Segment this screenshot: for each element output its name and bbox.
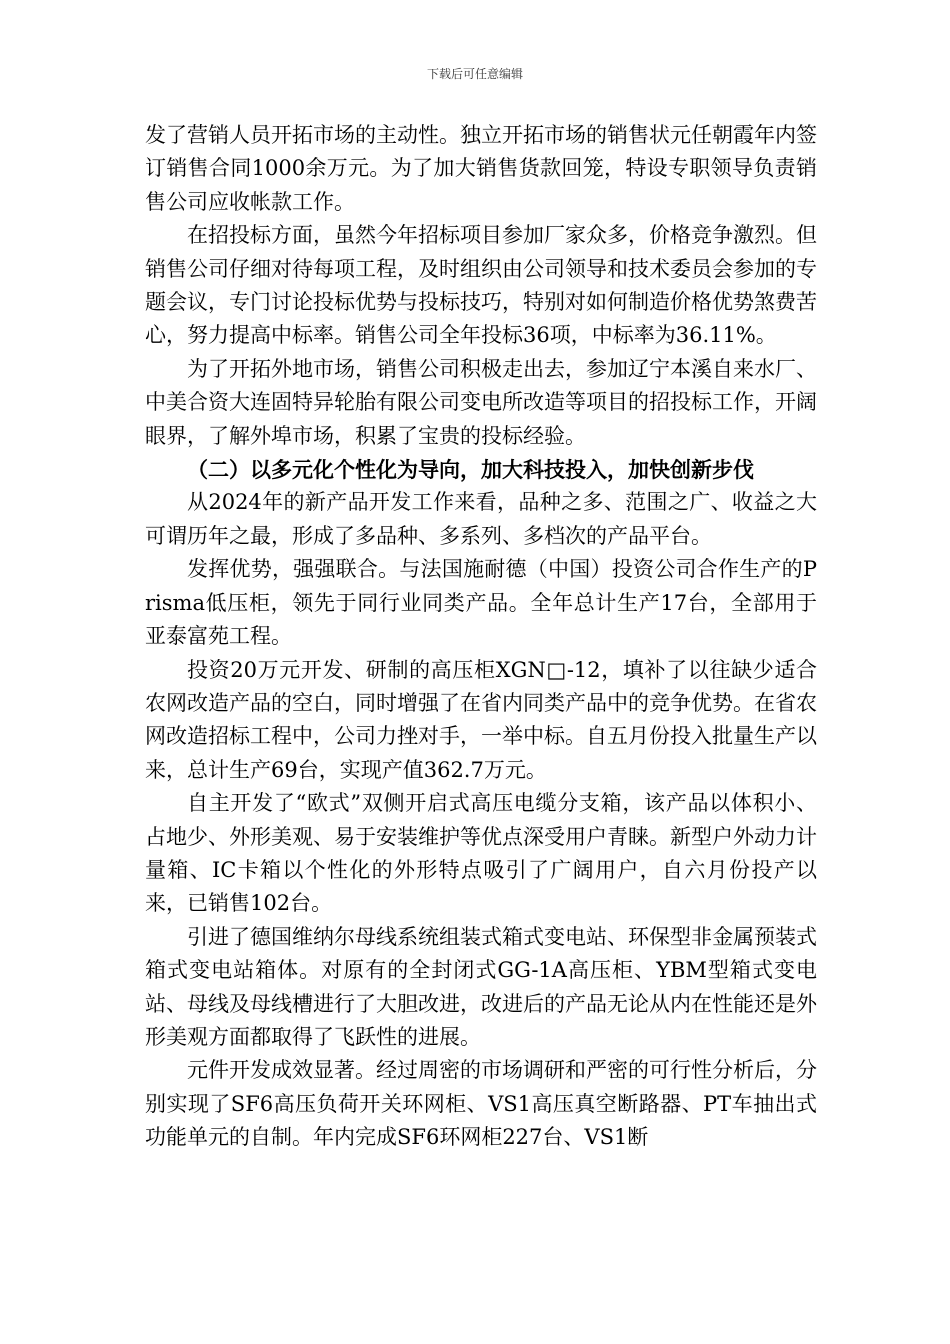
paragraph-cable-box: 自主开发了“欧式”双侧开启式高压电缆分支箱，该产品以体积小、占地少、外形美观、易于安装维护等优点深受用户青睐。新型户外动力计量箱、IC卡箱以个性化的外形特点吸引了广阔用户，自六月份投产以来，已销售102台。 <box>145 791 817 916</box>
document-body <box>145 119 817 1155</box>
paragraph-components: 元件开发成效显著。经过周密的市场调研和严密的可行性分析后，分别实现了SF6高压负荷开关环网柜、VS1高压真空断路器、PT车抽出式功能单元的自制。年内完成SF6环网柜227台、VS1断 <box>145 1058 817 1150</box>
paragraph-high-voltage-cabinet: 投资20万元开发、研制的高压柜XGN□-12，填补了以往缺少适合农网改造产品的空白，同时增强了在省内同类产品中的竞争优势。在省农网改造招标工程中，公司力挫对手，一举中标。自五月份投入批量生产以来，总计生产69台，实现产值362.7万元。 <box>145 657 817 782</box>
paragraph-substation: 引进了德国维纳尔母线系统组装式箱式变电站、环保型非金属预装式箱式变电站箱体。对原有的全封闭式GG-1A高压柜、YBM型箱式变电站、母线及母线槽进行了大胆改进，改进后的产品无论从内在性能还是外形美观方面都取得了飞跃性的进展。 <box>145 924 817 1049</box>
paragraph-bidding: 在招投标方面，虽然今年招标项目参加厂家众多，价格竞争激烈。但销售公司仔细对待每项工程，及时组织由公司领导和技术委员会参加的专题会议，专门讨论投标优势与投标技巧，特别对如何制造价格优势煞费苦心，努力提高中标率。销售公司全年投标36项，中标率为36.11%。 <box>145 223 817 348</box>
section-heading: （二）以多元化个性化为导向，加大科技投入，加快创新步伐 <box>187 457 754 483</box>
paragraph-continuation: 发了营销人员开拓市场的主动性。独立开拓市场的销售状元任朝霞年内签订销售合同1000余万元。为了加大销售货款回笼，特设专职领导负责销售公司应收帐款工作。 <box>145 123 817 214</box>
paragraph-external-market: 为了开拓外地市场，销售公司积极走出去，参加辽宁本溪自来水厂、中美合资大连固特异轮胎有限公司变电所改造等项目的招投标工作，开阔眼界，了解外埠市场，积累了宝贵的投标经验。 <box>145 356 817 448</box>
page-header: 下载后可任意编辑 <box>426 67 523 81</box>
paragraph-cooperation: 发挥优势，强强联合。与法国施耐德（中国）投资公司合作生产的Prisma低压柜，领先于同行业同类产品。全年总计生产17台，全部用于亚泰富苑工程。 <box>145 557 817 649</box>
paragraph-new-products: 从2024年的新产品开发工作来看，品种之多、范围之广、收益之大可谓历年之最，形成了多品种、多系列、多档次的产品平台。 <box>145 490 817 548</box>
